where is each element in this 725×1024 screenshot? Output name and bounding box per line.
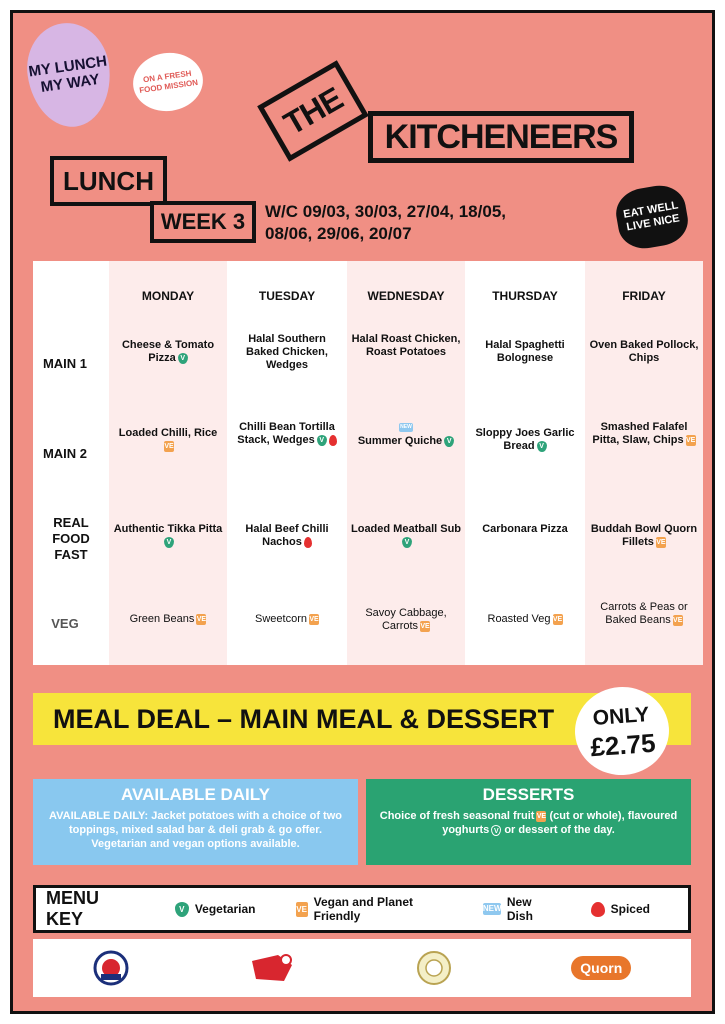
menu-cell-main2: [347, 423, 465, 448]
vegan-icon: VE: [552, 615, 563, 623]
quorn-logo: [571, 956, 631, 980]
logos-strip: [33, 939, 691, 997]
new-dish-icon: NEW: [400, 424, 412, 430]
vegan-icon: VE: [164, 442, 174, 450]
menu-table: [33, 261, 699, 665]
dish-name: Halal Roast Chicken, Roast Potatoes: [351, 333, 461, 358]
menu-poster: [10, 10, 715, 1014]
dish-name: Carbonara Pizza: [482, 523, 568, 535]
day-heading: WEDNESDAY: [367, 289, 445, 303]
chilli-icon: [304, 537, 312, 548]
vegan-icon: VE: [673, 616, 683, 624]
menu-cell-main2: [109, 427, 227, 453]
key-spiced: [589, 902, 650, 917]
row-label-veg: VEG: [51, 616, 79, 631]
desserts-text-b: (cut or whole), flavoured yoghurts: [442, 810, 678, 836]
desserts-title: DESSERTS: [482, 785, 575, 804]
dish-name: Smashed Falafel Pitta, Slaw, Chips: [592, 421, 688, 446]
brand-name: KITCHENEERS: [368, 111, 634, 163]
desserts-text: [378, 809, 679, 837]
menu-cell-veg: [109, 613, 227, 626]
key-vegan-label: Vegan and Planet Friendly: [313, 895, 413, 923]
menu-cell-rff: [347, 523, 465, 549]
quality-mark-logo: [416, 950, 452, 986]
available-daily-title: AVAILABLE DAILY: [121, 785, 270, 804]
dates-line-2: 08/06, 29/06, 20/07: [265, 224, 412, 243]
meal-deal-title: MEAL DEAL – MAIN MEAL & DESSERT: [53, 703, 555, 734]
vegetarian-icon: V: [537, 441, 547, 452]
menu-cell-main2: [228, 421, 346, 447]
available-daily-text: AVAILABLE DAILY: Jacket potatoes with a choice of two toppings, mixed salad bar & deli grab & go offer. Vegetarian and vegan options available.: [49, 810, 342, 850]
week-dates: [265, 201, 565, 245]
row-label-main2: MAIN 2: [42, 446, 88, 461]
key-new: [481, 895, 551, 923]
vegan-icon: VE: [656, 538, 666, 546]
vegetarian-icon: V: [491, 825, 501, 836]
price-only: ONLY: [592, 703, 650, 730]
dish-name: Buddah Bowl Quorn Fillets: [590, 523, 698, 548]
dish-name: Halal Beef Chilli Nachos: [245, 523, 329, 548]
quorn-logo-text: Quorn: [571, 956, 631, 980]
vegetarian-icon: V: [164, 537, 174, 548]
menu-cell-veg: [228, 613, 346, 626]
dish-name: Summer Quiche: [357, 435, 443, 447]
vegan-icon: VE: [536, 812, 547, 820]
dish-name: Roasted Veg: [487, 613, 551, 625]
fresh-food-sticker: ON A FRESH FOOD MISSION: [129, 48, 206, 115]
key-vegetarian-label: Vegetarian: [194, 902, 256, 916]
menu-cell-rff: [109, 523, 227, 549]
menu-cell-main1: [228, 333, 346, 372]
my-lunch-sticker: MY LUNCH MY WAY: [21, 18, 117, 132]
vegan-icon: VE: [685, 436, 696, 444]
desserts-text-a: Choice of fresh seasonal fruit: [379, 810, 535, 822]
dish-name: Carrots & Peas or Baked Beans: [600, 601, 688, 626]
day-column-wednesday: [347, 261, 465, 665]
menu-cell-main2: [585, 421, 703, 447]
menu-cell-main1: [466, 339, 584, 365]
menu-cell-veg: [466, 613, 584, 626]
vegan-icon: VE: [196, 615, 207, 623]
desserts-panel: [366, 779, 691, 865]
key-vegetarian: [173, 902, 256, 917]
row-label-real-food-fast: REAL FOOD FAST: [52, 515, 90, 562]
dish-name: Authentic Tikka Pitta: [113, 523, 223, 535]
menu-key-title: MENU KEY: [46, 888, 99, 929]
available-daily-panel: [33, 779, 358, 865]
red-tractor-logo: [93, 950, 129, 986]
day-heading: MONDAY: [141, 289, 195, 303]
vegan-icon: VE: [309, 615, 319, 623]
vegan-icon: VE: [420, 622, 430, 630]
day-column-friday: [585, 261, 703, 665]
key-vegan: [294, 895, 443, 923]
new-dish-icon: NEW: [482, 904, 502, 913]
menu-cell-veg: [585, 601, 703, 627]
menu-cell-main1: [585, 339, 703, 365]
dish-name: Halal Southern Baked Chicken, Wedges: [246, 333, 328, 371]
dish-name: Sloppy Joes Garlic Bread: [475, 427, 575, 452]
soil-association-logo: [248, 951, 296, 985]
dish-name: Halal Spaghetti Bolognese: [485, 339, 565, 364]
menu-cell-rff: [585, 523, 703, 549]
menu-cell-rff: [466, 523, 584, 536]
dish-name: Loaded Meatball Sub: [351, 523, 462, 535]
day-column-thursday: [466, 261, 584, 665]
vegetarian-icon: V: [178, 353, 188, 364]
dish-name: Oven Baked Pollock, Chips: [589, 339, 699, 364]
dish-name: Sweetcorn: [255, 613, 307, 625]
key-new-label: New Dish: [506, 895, 533, 923]
menu-cell-main2: [466, 427, 584, 453]
menu-cell-main1: [109, 339, 227, 365]
menu-cell-rff: [228, 523, 346, 549]
desserts-text-c: or dessert of the day.: [501, 824, 615, 836]
lunch-title: LUNCH: [50, 156, 167, 206]
menu-key: [33, 885, 691, 933]
day-column-monday: [109, 261, 227, 665]
vegan-icon: VE: [296, 902, 308, 917]
day-column-tuesday: [228, 261, 346, 665]
vegetarian-icon: V: [444, 436, 454, 447]
dish-name: Cheese & Tomato Pizza: [121, 339, 215, 364]
row-label-main1: MAIN 1: [42, 356, 88, 371]
dish-name: Chilli Bean Tortilla Stack, Wedges: [237, 421, 335, 446]
dates-line-1: W/C 09/03, 30/03, 27/04, 18/05,: [265, 202, 506, 221]
brand-the: THE: [257, 60, 369, 161]
day-heading: FRIDAY: [622, 289, 666, 303]
vegetarian-icon: V: [175, 902, 189, 917]
dish-name: Green Beans: [129, 613, 195, 625]
dish-name: Loaded Chilli, Rice: [118, 427, 218, 439]
price-value: £2.75: [589, 727, 657, 763]
key-spiced-label: Spiced: [610, 902, 650, 916]
vegetarian-icon: V: [317, 435, 327, 446]
day-heading: TUESDAY: [258, 289, 316, 303]
week-title: WEEK 3: [150, 201, 256, 243]
menu-cell-main1: [347, 333, 465, 359]
chilli-icon: [591, 902, 605, 917]
vegetarian-icon: V: [402, 537, 412, 548]
day-heading: THURSDAY: [492, 289, 558, 303]
chilli-icon: [329, 435, 337, 446]
dish-name: Savoy Cabbage, Carrots: [365, 607, 447, 632]
eat-well-badge: EAT WELL LIVE NICE: [612, 181, 691, 252]
menu-cell-veg: [347, 607, 465, 633]
